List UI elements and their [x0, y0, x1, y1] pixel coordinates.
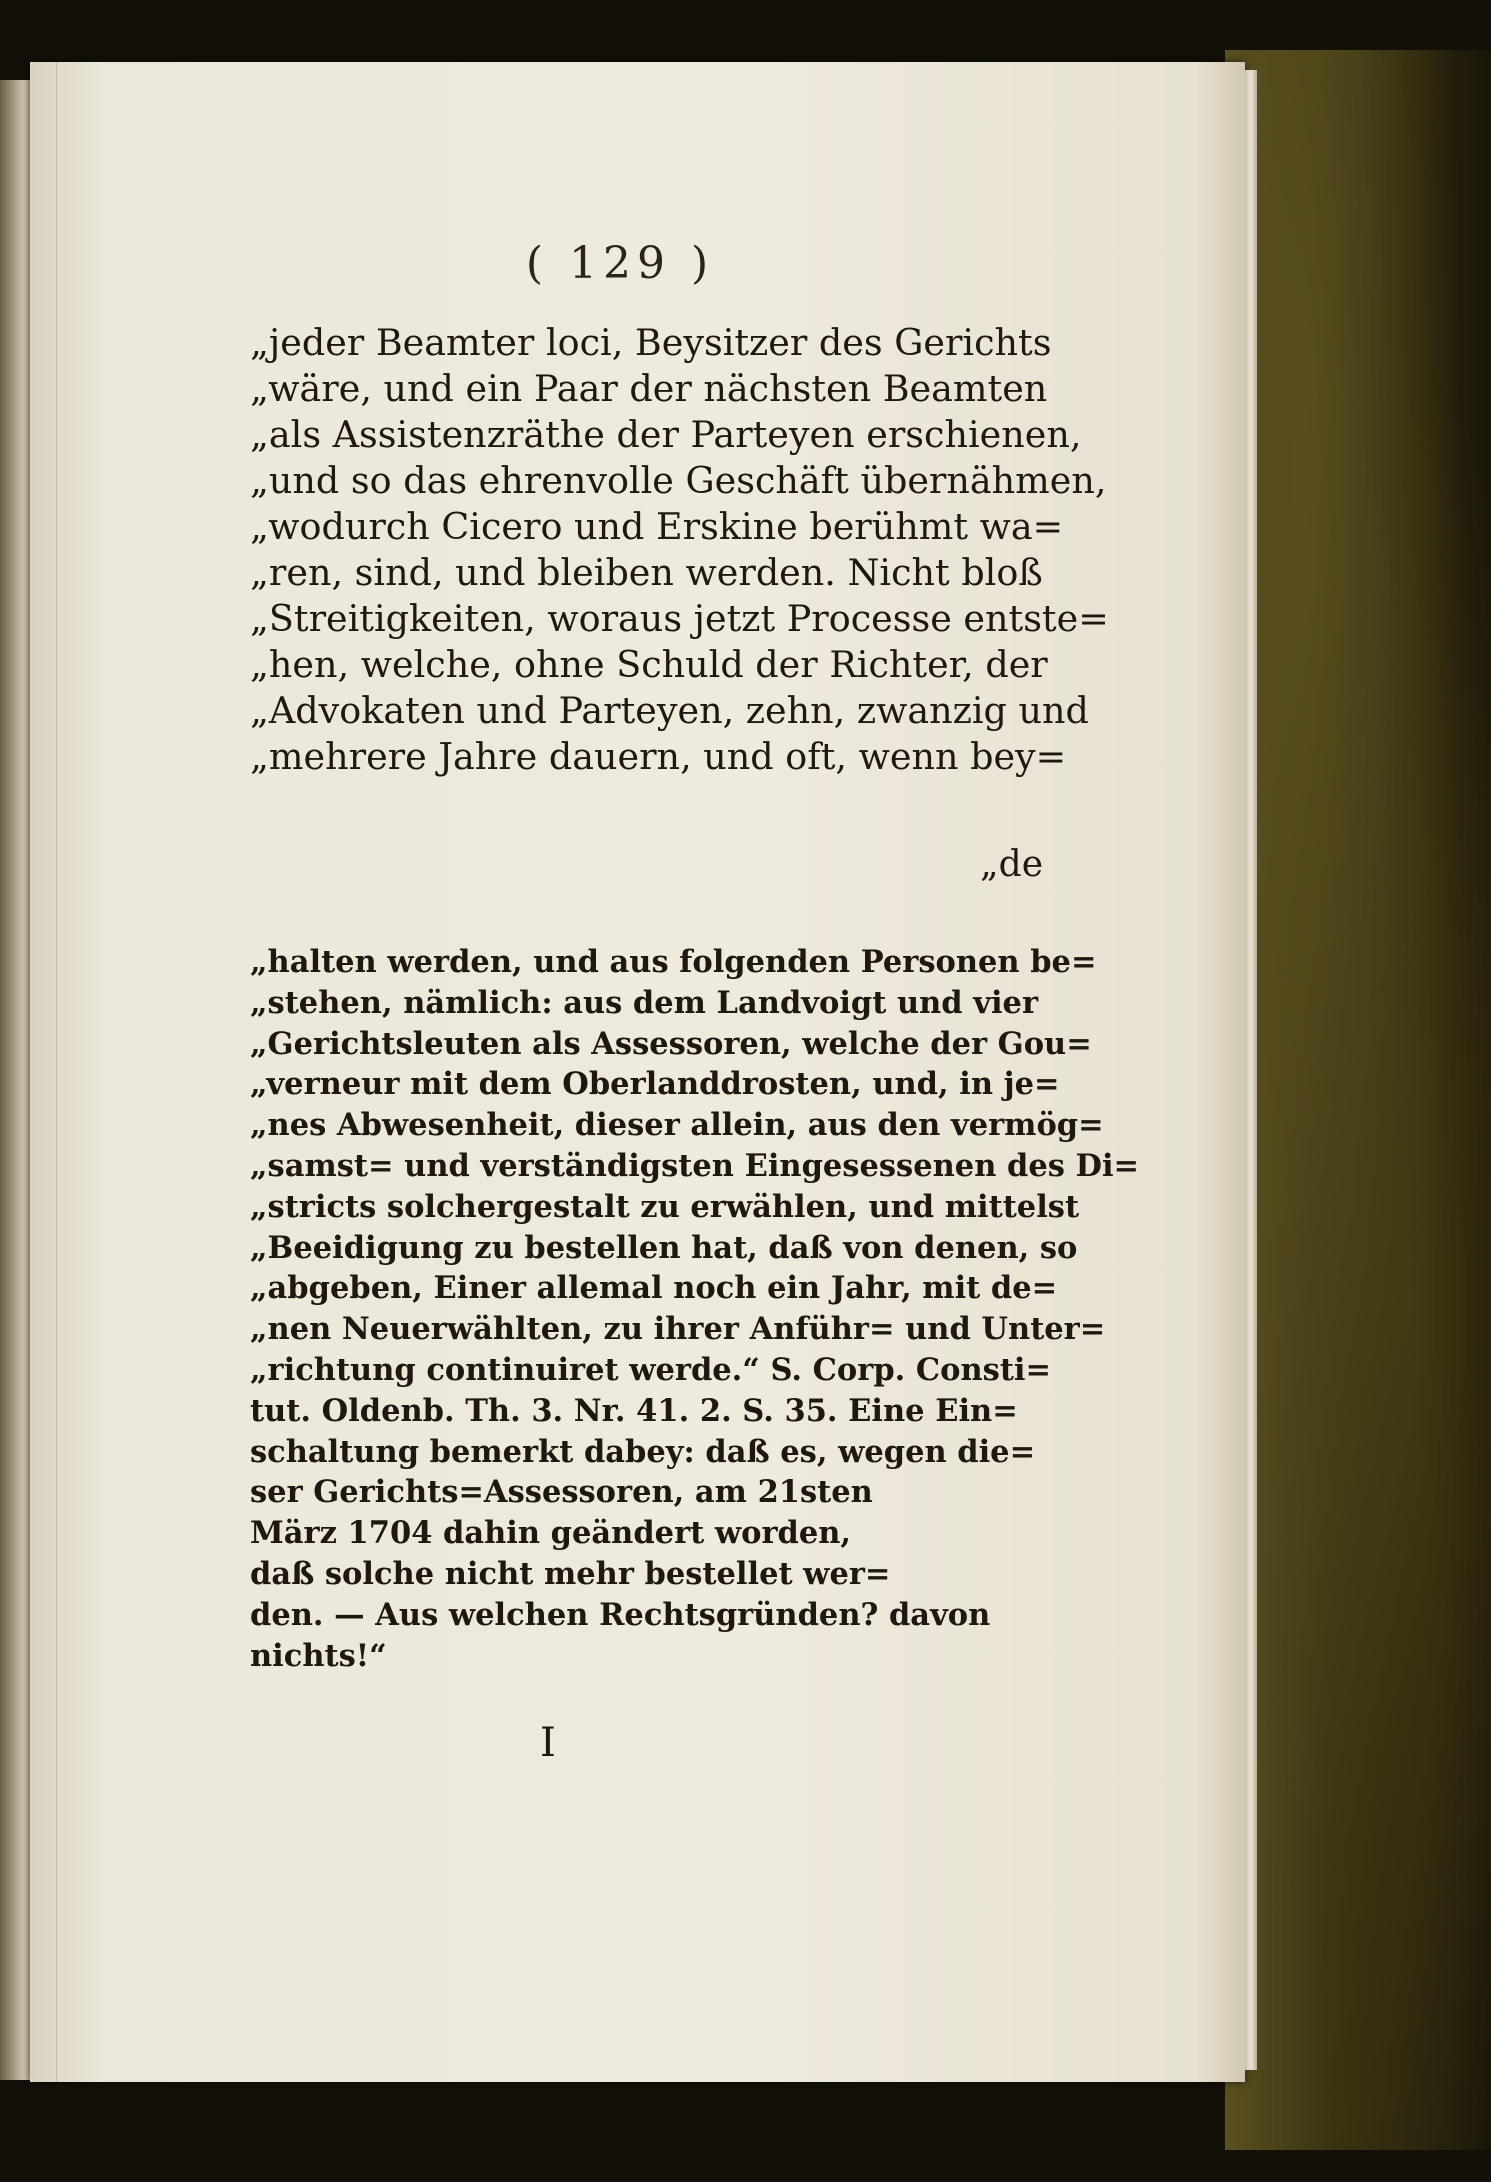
text-line: „mehrere Jahre dauern, und oft, wenn bey=	[250, 735, 1067, 778]
text-line: März 1704 dahin geändert worden,	[250, 1515, 852, 1552]
catchword: „de	[980, 844, 1043, 885]
text-line: „verneur mit dem Oberlanddrosten, und, in je=	[250, 1066, 1060, 1103]
text-line: „Streitigkeiten, woraus jetzt Processe entste=	[250, 597, 1109, 640]
text-line: „jeder Beamter loci, Beysitzer des Gerichts	[250, 321, 1052, 364]
page-fold	[56, 62, 57, 2082]
page-stack-edge	[1245, 70, 1257, 2070]
text-line: „nes Abwesenheit, dieser allein, aus den vermög=	[250, 1107, 1104, 1144]
signature-mark: I	[540, 1720, 556, 1766]
text-line: „abgeben, Einer allemal noch ein Jahr, mit de=	[250, 1270, 1058, 1307]
text-line: ser Gerichts=Assessoren, am 21sten	[250, 1474, 873, 1511]
text-line: „stricts solchergestalt zu erwählen, und mittelst	[250, 1188, 1080, 1225]
page-number: ( 129 )	[525, 238, 715, 289]
upper-paragraph	[250, 320, 1109, 780]
text-line: „richtung continuiret werde.“ S. Corp. Consti=	[250, 1351, 1052, 1388]
text-line: „wodurch Cicero und Erskine berühmt wa=	[250, 505, 1064, 548]
text-line: tut. Oldenb. Th. 3. Nr. 41. 2. S. 35. Eine Ein=	[250, 1392, 1018, 1429]
lower-paragraph	[250, 942, 1140, 1676]
text-line: den. — Aus welchen Rechtsgründen? davon	[250, 1596, 991, 1633]
text-line: „samst= und verständigsten Eingesessenen des Di=	[250, 1147, 1140, 1184]
text-line: „Beeidigung zu bestellen hat, daß von denen, so	[250, 1229, 1078, 1266]
text-line: „nen Neuerwählten, zu ihrer Anführ= und Unter=	[250, 1311, 1106, 1348]
text-line: „hen, welche, ohne Schuld der Richter, der	[250, 643, 1048, 686]
text-line: „und so das ehrenvolle Geschäft übernähmen,	[250, 459, 1107, 502]
book-cover	[1225, 50, 1491, 2150]
text-line: „ren, sind, und bleiben werden. Nicht bloß	[250, 551, 1043, 594]
text-line: „als Assistenzräthe der Parteyen erschienen,	[250, 413, 1082, 456]
text-line: „halten werden, und aus folgenden Personen be=	[250, 944, 1097, 980]
text-line: „Advokaten und Parteyen, zehn, zwanzig und	[250, 689, 1089, 732]
text-line: daß solche nicht mehr bestellet wer=	[250, 1555, 891, 1592]
text-line: nichts!“	[250, 1637, 387, 1674]
text-line: „stehen, nämlich: aus dem Landvoigt und vier	[250, 984, 1039, 1021]
text-line: „Gerichtsleuten als Assessoren, welche der Gou=	[250, 1025, 1092, 1062]
text-line: „wäre, und ein Paar der nächsten Beamten	[250, 367, 1048, 410]
text-line: schaltung bemerkt dabey: daß es, wegen die=	[250, 1433, 1036, 1470]
